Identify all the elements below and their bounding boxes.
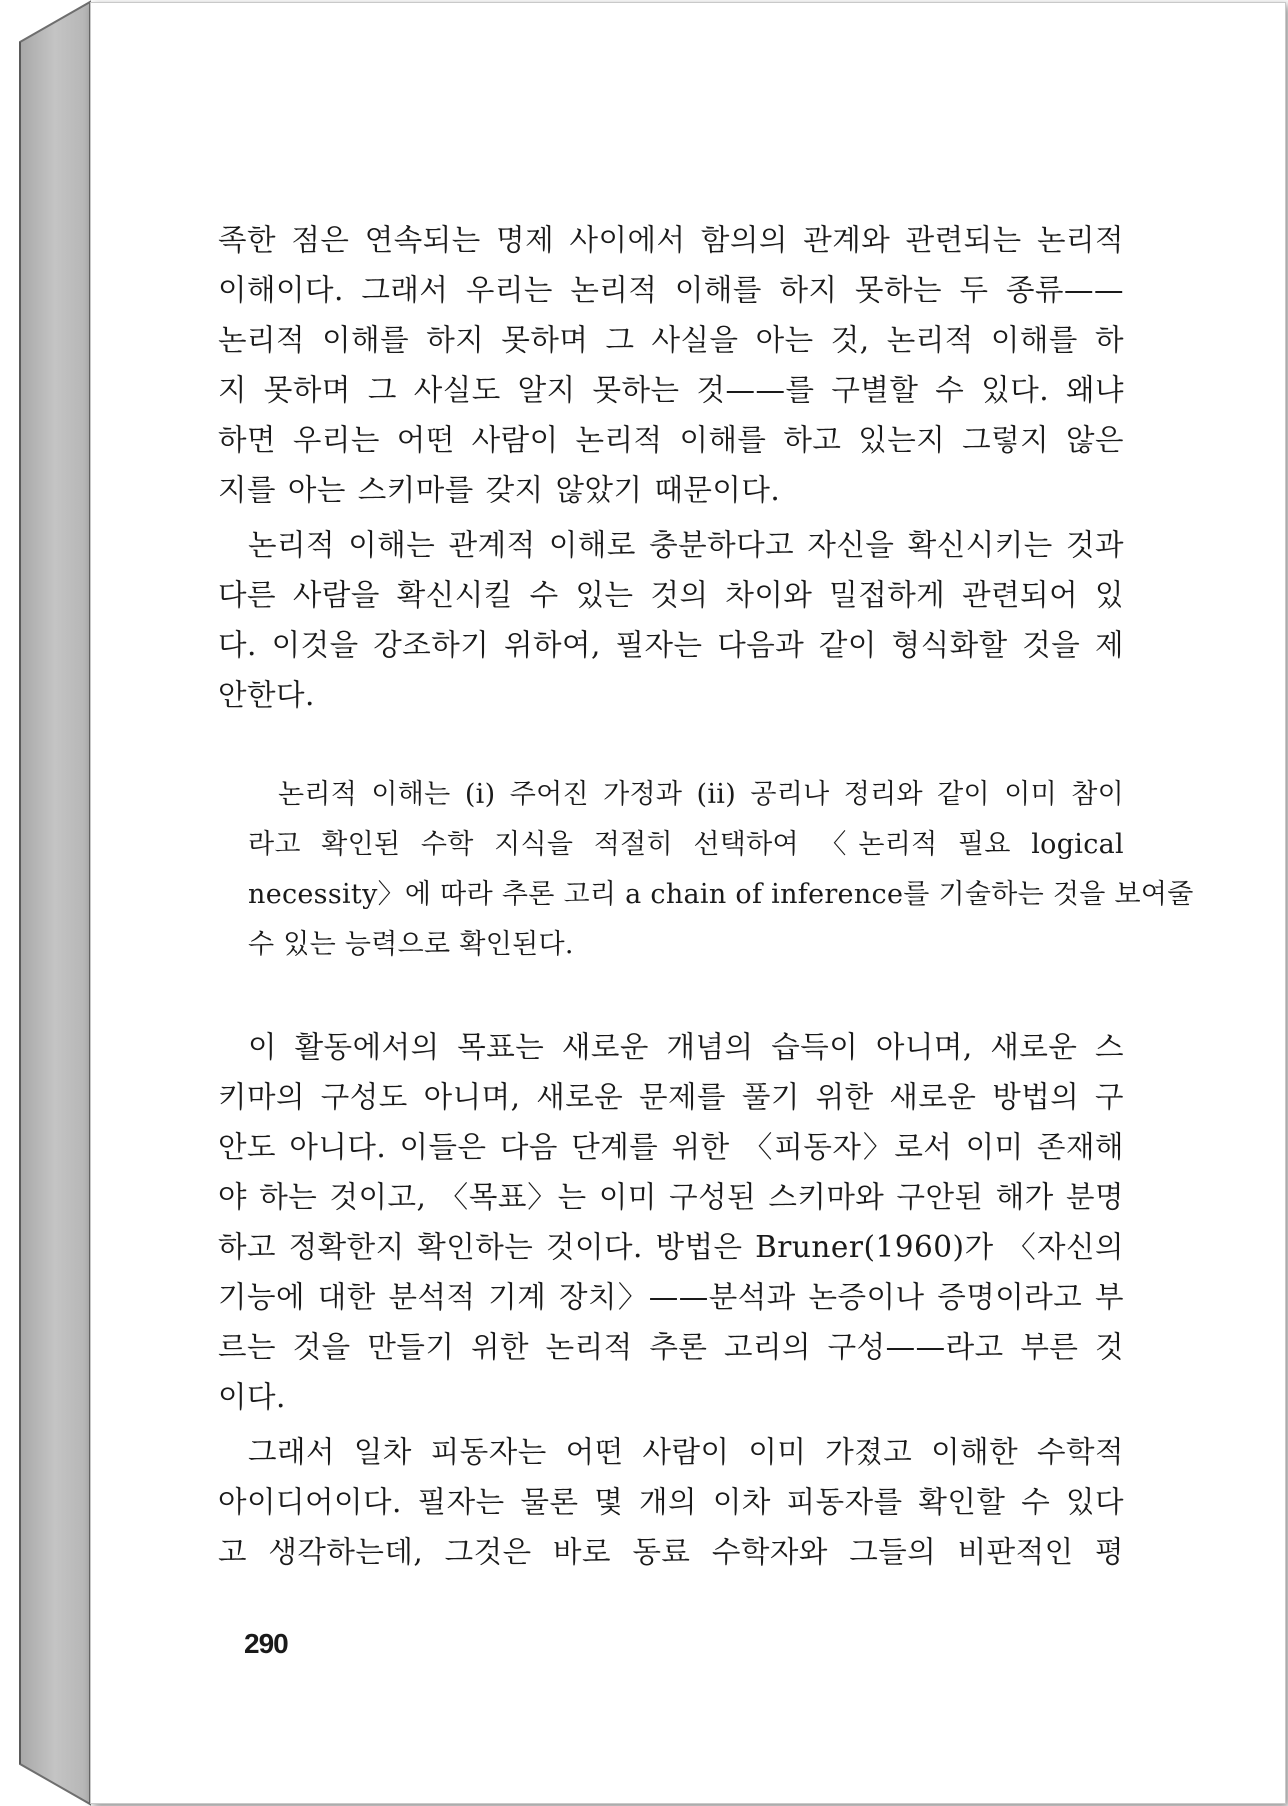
- text-line: 키마의 구성도 아니며, 새로운 문제를 풀기 위한 새로운 방법의 구: [218, 1080, 1124, 1114]
- text-line: 야 하는 것이고, 〈목표〉는 이미 구성된 스키마와 구안된 해가 분명: [218, 1180, 1124, 1214]
- block-quote: [248, 770, 1194, 970]
- paragraph-2: [218, 520, 1124, 720]
- text-line: 논리적 이해를 하지 못하며 그 사실을 아는 것, 논리적 이해를 하: [218, 323, 1124, 357]
- text-line: 논리적 이해는 관계적 이해로 충분하다고 자신을 확신시키는 것과: [248, 528, 1124, 562]
- text-line: 지 못하며 그 사실도 알지 못하는 것——를 구별할 수 있다. 왜냐: [218, 373, 1124, 407]
- text-line: 지를 아는 스키마를 갖지 않았기 때문이다.: [218, 473, 781, 507]
- quote-line: 논리적 이해는 (i) 주어진 가정과 (ii) 공리나 정리와 같이 이미 참이: [278, 779, 1124, 810]
- text-line: 족한 점은 연속되는 명제 사이에서 함의의 관계와 관련되는 논리적: [218, 223, 1124, 257]
- text-line: 르는 것을 만들기 위한 논리적 추론 고리의 구성——라고 부른 것: [218, 1330, 1124, 1364]
- quote-line: necessity〉에 따라 추론 고리 a chain of inference를 기술하는 것을 보여줄: [248, 879, 1194, 910]
- text-line: 이해이다. 그래서 우리는 논리적 이해를 하지 못하는 두 종류——: [218, 273, 1124, 307]
- text-line: 고 생각하는데, 그것은 바로 동료 수학자와 그들의 비판적인 평: [218, 1535, 1124, 1569]
- paragraph-3: [218, 1022, 1124, 1422]
- text-line: 그래서 일차 피동자는 어떤 사람이 이미 가졌고 이해한 수학적: [248, 1435, 1124, 1469]
- text-line: 다른 사람을 확신시킬 수 있는 것의 차이와 밀접하게 관련되어 있: [218, 578, 1124, 612]
- quote-line: 수 있는 능력으로 확인된다.: [248, 929, 574, 960]
- text-line: 다. 이것을 강조하기 위하여, 필자는 다음과 같이 형식화할 것을 제: [218, 628, 1124, 662]
- text-line: 안도 아니다. 이들은 다음 단계를 위한 〈피동자〉로서 이미 존재해: [218, 1130, 1124, 1164]
- paragraph-4: [218, 1427, 1124, 1577]
- text-line: 이다.: [218, 1380, 286, 1414]
- page-number: 290: [244, 1628, 288, 1659]
- text-line: 안한다.: [218, 678, 315, 712]
- text-line: 아이디어이다. 필자는 물론 몇 개의 이차 피동자를 확인할 수 있다: [218, 1485, 1124, 1519]
- text-line: 하면 우리는 어떤 사람이 논리적 이해를 하고 있는지 그렇지 않은: [218, 423, 1124, 457]
- text-line: 이 활동에서의 목표는 새로운 개념의 습득이 아니며, 새로운 스: [248, 1030, 1124, 1064]
- text-line: 기능에 대한 분석적 기계 장치〉——분석과 논증이나 증명이라고 부: [218, 1280, 1124, 1314]
- quote-line: 라고 확인된 수학 지식을 적절히 선택하여 〈논리적 필요 logical: [248, 829, 1124, 860]
- paragraph-1: [218, 215, 1124, 515]
- text-line: 하고 정확한지 확인하는 것이다. 방법은 Bruner(1960)가 〈자신의: [218, 1230, 1124, 1264]
